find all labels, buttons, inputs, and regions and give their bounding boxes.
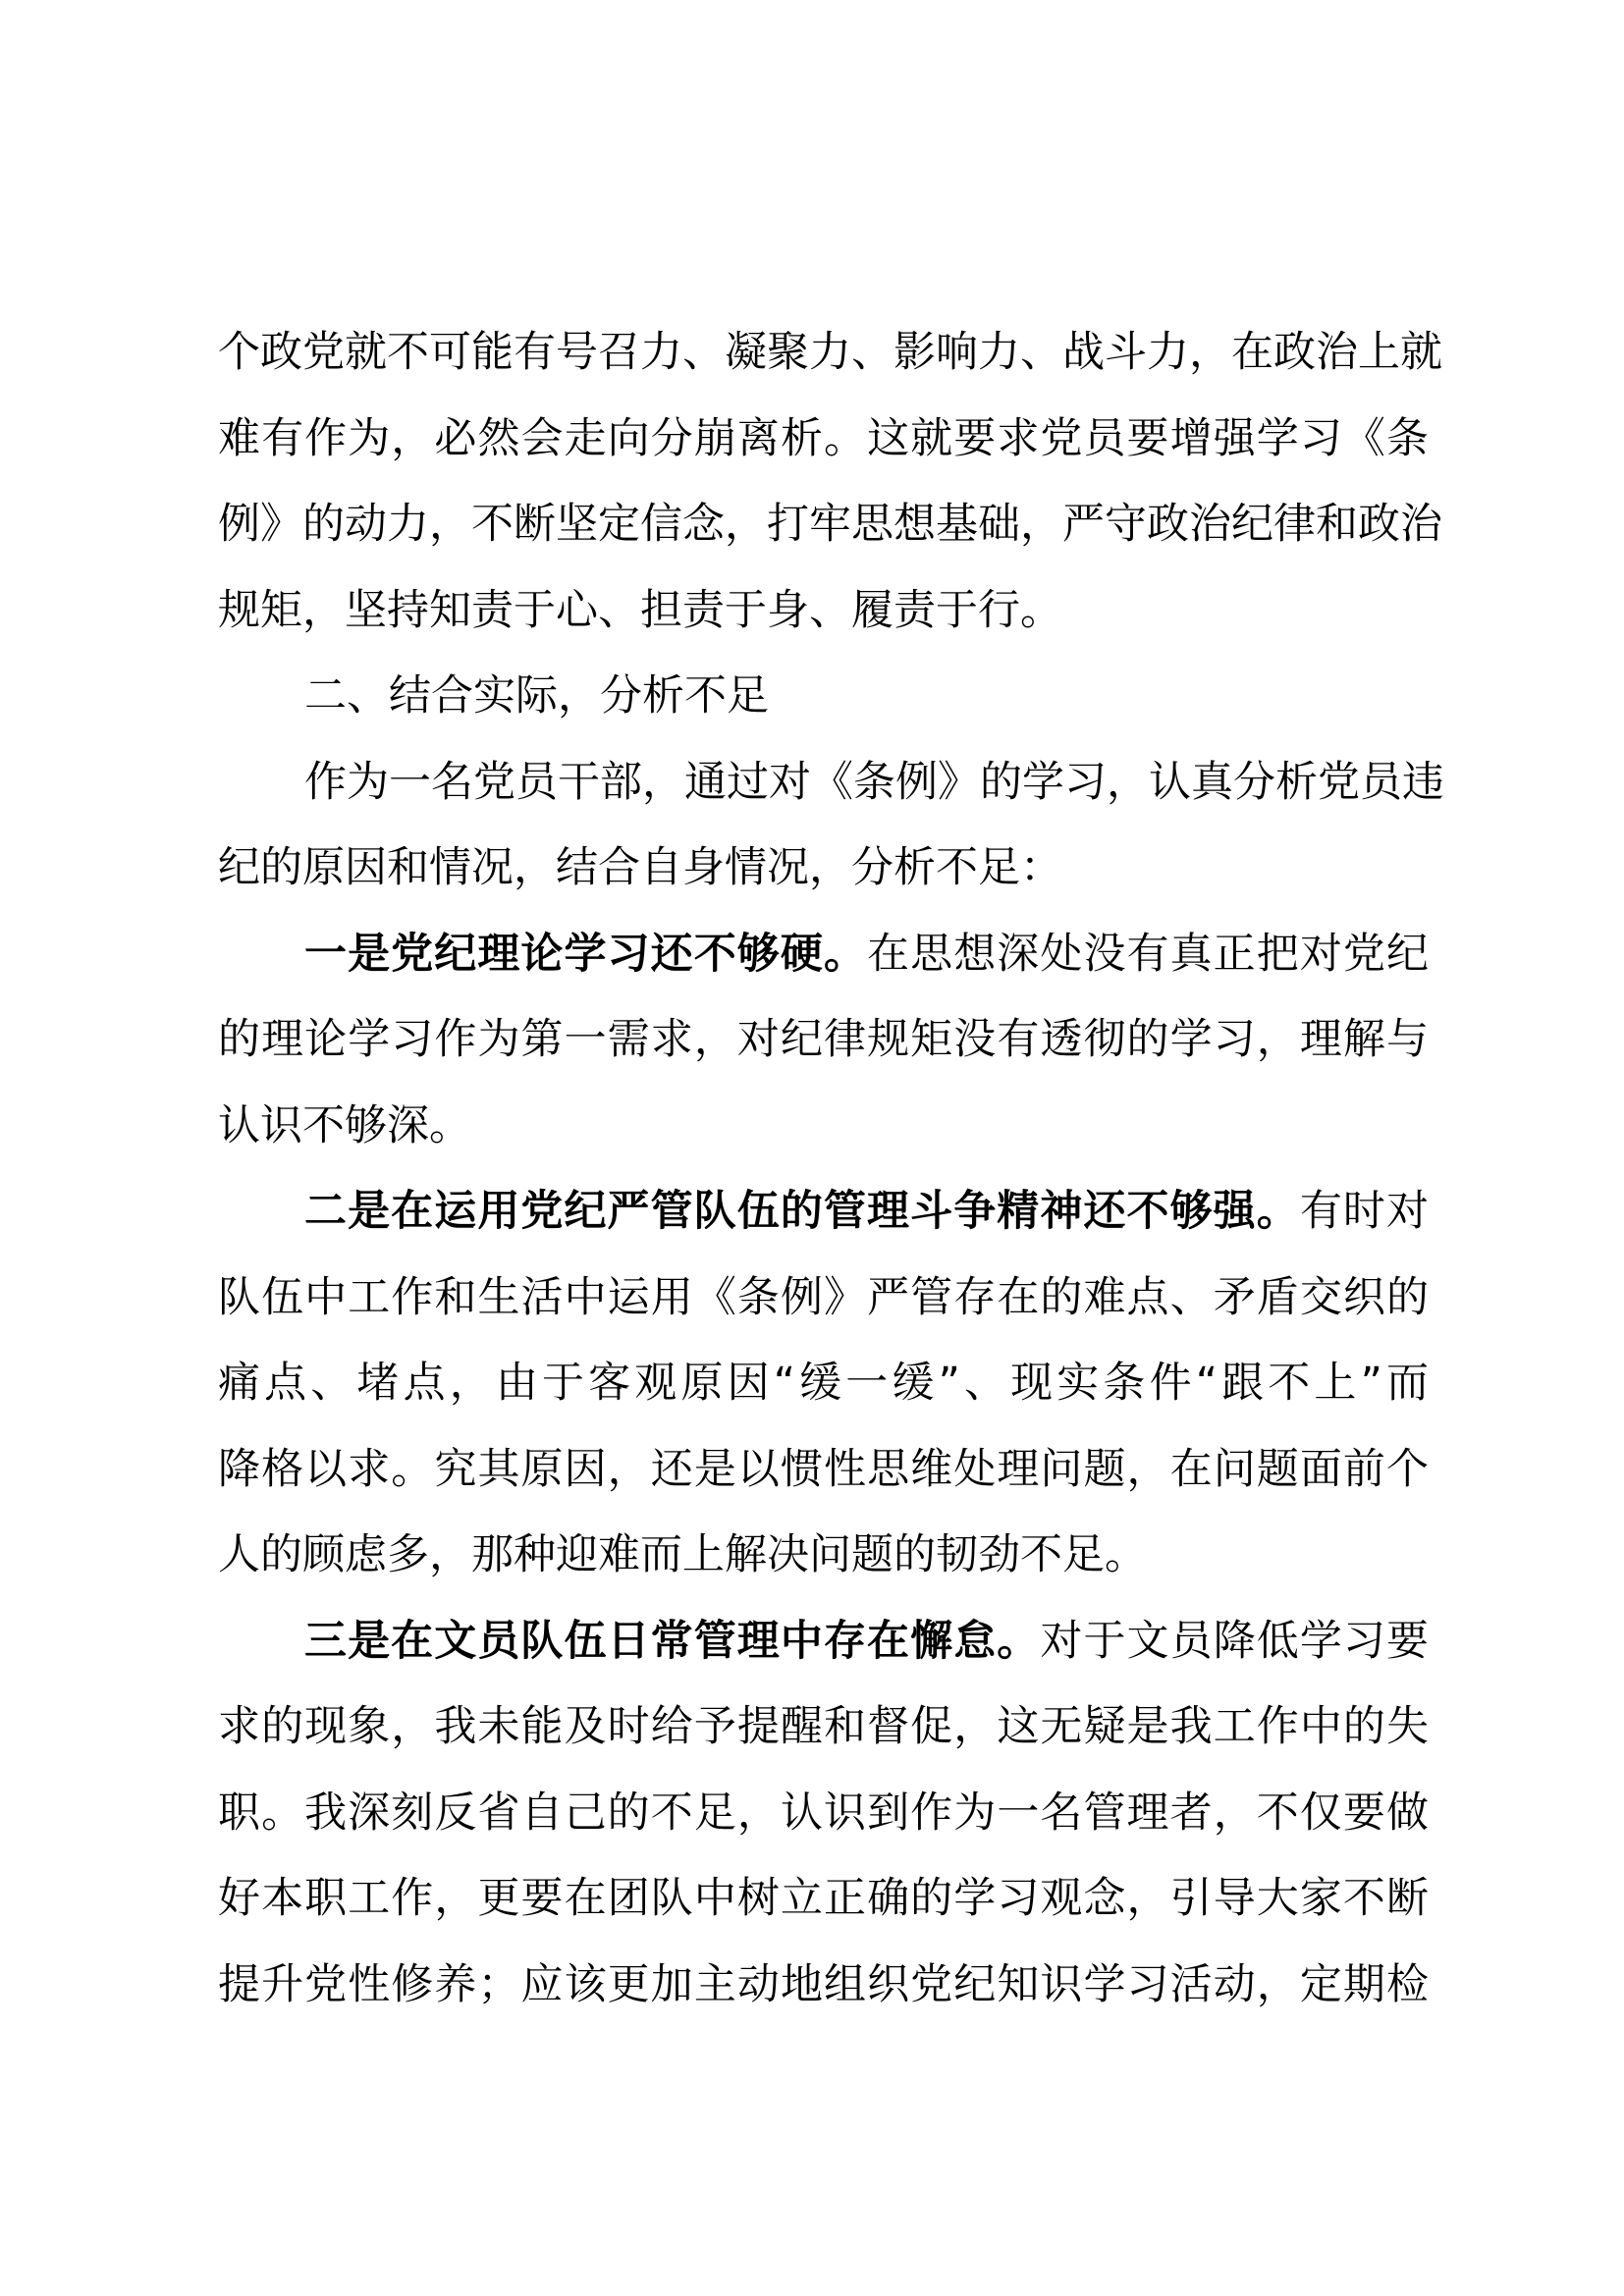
text-line: 例》的动力，不断坚定信念，打牢思想基础，严守政治纪律和政治 — [218, 500, 1442, 549]
text-line: 难有作为，必然会走向分崩离析。这就要求党员要增强学习《条 — [218, 413, 1429, 463]
point-text: 对于文员降低学习要 — [1040, 1616, 1430, 1666]
text-line: 认识不够深。 — [218, 1100, 471, 1150]
text-line — [218, 1169, 1429, 1255]
text-line: 求的现象，我未能及时给予提醒和督促，这无疑是我工作中的失 — [218, 1702, 1429, 1751]
text-line: 队伍中工作和生活中运用《条例》严管存在的难点、矛盾交织的 — [218, 1272, 1429, 1322]
paragraph-point-3 — [218, 1599, 1429, 2029]
text-line: 人的顾虑多，那种迎难而上解决问题的韧劲不足。 — [218, 1530, 1147, 1579]
text-line: 的理论学习作为第一需求，对纪律规矩没有透彻的学习，理解与 — [218, 1015, 1429, 1064]
text-line — [218, 1599, 1429, 1685]
text-line — [218, 912, 1429, 998]
paragraph-point-1 — [218, 912, 1429, 1170]
text-line: 规矩，坚持知责于心、担责于身、履责于行。 — [218, 585, 1062, 635]
point-title: 二是在运用党纪严管队伍的管理斗争精神还不够强。 — [304, 1187, 1300, 1236]
heading-text: 二、结合实际，分析不足 — [304, 671, 769, 721]
text-line: 好本职工作，更要在团队中树立正确的学习观念，引导大家不断 — [218, 1874, 1429, 1923]
text-line: 提升党性修养；应该更加主动地组织党纪知识学习活动，定期检 — [218, 1959, 1429, 2009]
paragraph-point-2 — [218, 1169, 1429, 1599]
text-line: 职。我深刻反省自己的不足，认识到作为一名管理者，不仅要做 — [218, 1788, 1429, 1838]
paragraph-continuation — [218, 310, 1442, 654]
section-heading — [218, 654, 1429, 740]
text-line: 降格以求。究其原因，还是以惯性思维处理问题，在问题面前个 — [218, 1444, 1429, 1494]
text-line: 痛点、堵点，由于客观原因“缓一缓”、现实条件“跟不上”而 — [218, 1359, 1429, 1408]
point-text: 在思想深处没有真正把对党纪 — [867, 929, 1430, 979]
text-line: 纪的原因和情况，结合自身情况，分析不足： — [218, 843, 1062, 892]
paragraph-intro — [218, 740, 1444, 912]
text-line: 作为一名党员干部，通过对《条例》的学习，认真分析党员违 — [304, 757, 1444, 807]
text-line: 个政党就不可能有号召力、凝聚力、影响力、战斗力，在政治上就 — [218, 328, 1442, 377]
point-title: 一是党纪理论学习还不够硬。 — [304, 929, 868, 979]
point-title: 三是在文员队伍日常管理中存在懈怠。 — [304, 1616, 1041, 1666]
point-text: 有时对 — [1299, 1187, 1430, 1236]
document-page — [218, 310, 1444, 2028]
